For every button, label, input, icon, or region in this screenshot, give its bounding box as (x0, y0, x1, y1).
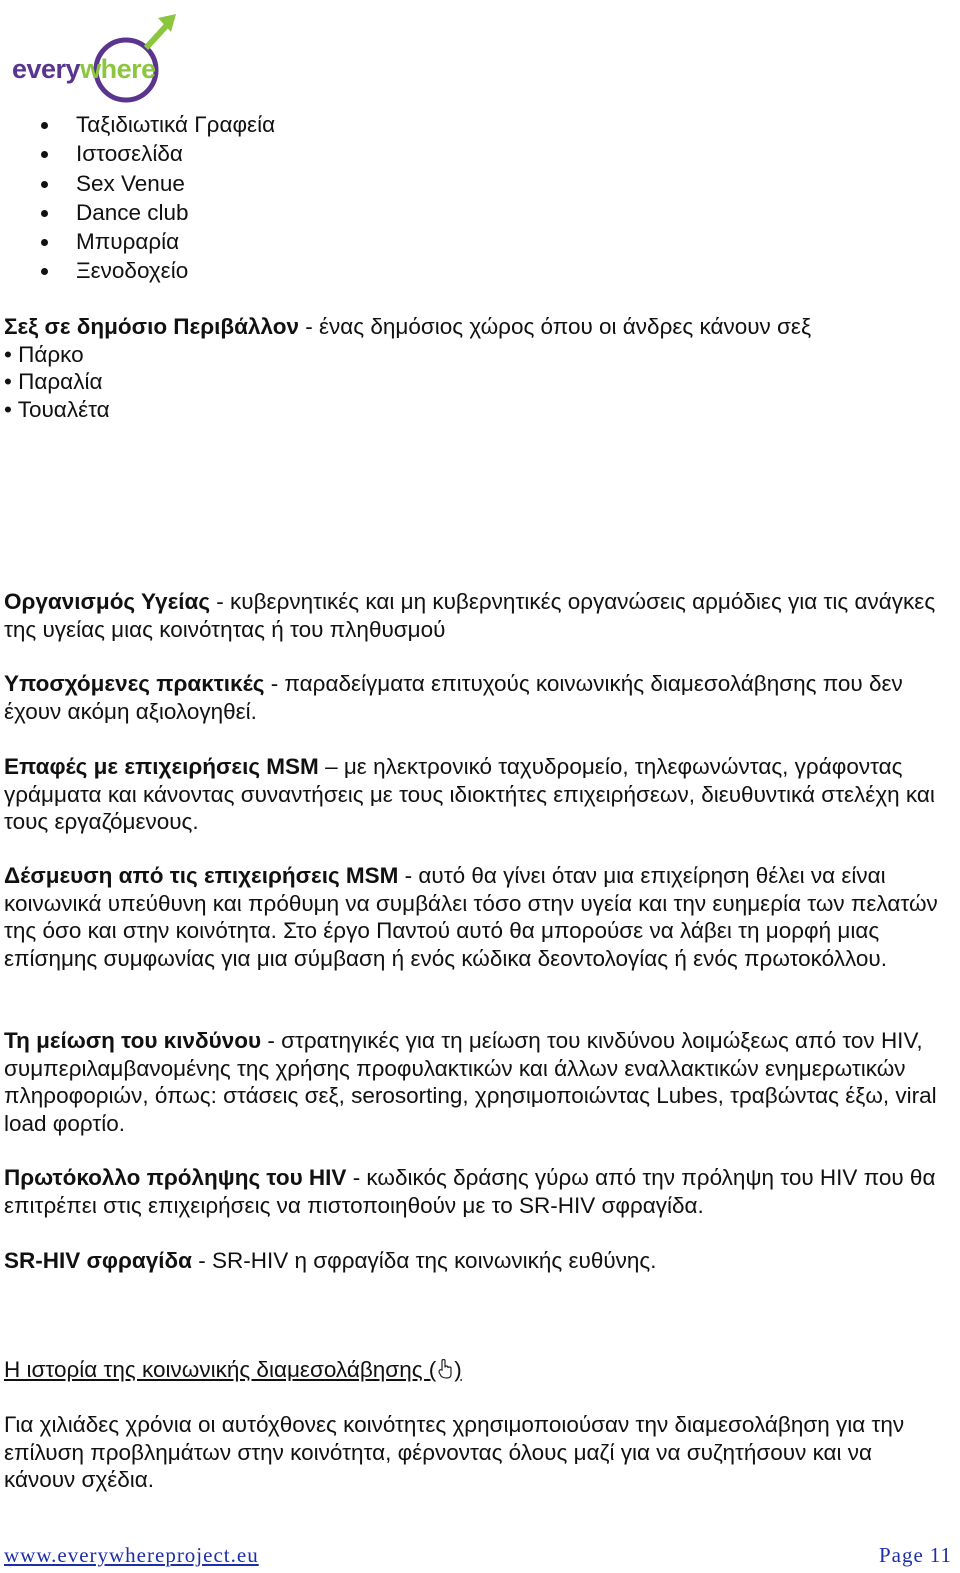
definition-protocol (4, 1164, 949, 1219)
bullet-icon (41, 122, 48, 129)
definition-contacts (4, 753, 949, 836)
list-item-text: Sex Venue (76, 170, 185, 196)
definition-promising-practices (4, 670, 949, 725)
term: SR-HIV σφραγίδα (4, 1248, 192, 1273)
term: Υποσχόμενες πρακτικές (4, 671, 265, 696)
list-item: • Τουαλέτα (4, 396, 110, 422)
everywhere-logo (8, 10, 178, 105)
history-text: Για χιλιάδες χρόνια οι αυτόχθονες κοινότητες χρησιμοποιούσαν την διαμεσολάβηση για την επίλυση προβλημάτων στην κοινότητα, φέρνοντας όλους μαζί για να συζητήσουν και να κάνουν σχέδια. (4, 1412, 905, 1492)
bullet-icon (41, 268, 48, 275)
definition-public-sex (4, 313, 949, 423)
logo-text-where: where (80, 54, 156, 84)
definition-text: - ένας δημόσιος χώρος όπου οι άνδρες κάνουν σεξ (298, 314, 812, 339)
bullet-icon (41, 210, 48, 217)
definition-text: - κωδικός δράσης γύρω από την πρόληψη του HIV που θα επιτρέπει στις επιχειρήσεις να πιστοποιηθούν με το SR-HIV σφραγίδα. (4, 1165, 936, 1218)
page-number-value: 11 (929, 1543, 952, 1567)
venue-list (38, 110, 275, 286)
pointing-hand-icon (436, 1359, 454, 1379)
bullet-icon (41, 181, 48, 188)
term: Οργανισμός Υγείας (4, 589, 211, 614)
term: Επαφές με επιχειρήσεις MSM (4, 754, 319, 779)
list-item-text: Dance club (76, 199, 189, 225)
definition-text: - στρατηγικές για τη μείωση του κινδύνου λοιμώξεως από τον HIV, συμπεριλαμβανομένης της χρήσης προφυλακτικών και άλλων εναλλακτικών ενημερωτικών πληροφοριών, όπως: στάσεις σεξ, serosorting, χρησιμοποιώντας Lubes, τραβώντας έξω, viral load φορτίο. (4, 1028, 937, 1136)
definition-commitment (4, 862, 949, 972)
footer-website-link[interactable]: www.everywhereproject.eu (4, 1543, 259, 1567)
history-heading-text: Η ιστορία της κοινωνικής διαμεσολάβησης ( (4, 1357, 437, 1382)
definition-text: - κυβερνητικές και μη κυβερνητικές οργανώσεις αρμόδιες για τις ανάγκες της υγείας μιας κοινότητας ή του πληθυσμού (4, 589, 936, 642)
logo-text-every: every (12, 54, 81, 84)
definition-health-org (4, 588, 949, 643)
definition-text: - αυτό θα γίνει όταν μια επιχείρηση θέλει να είναι κοινωνικά υπεύθυνη και πρόθυμη να συμβάλει τόσο στην υγεία και την ευημερία των πελατών της όσο και στην κοινότητα. Στο έργο Παντού αυτό θα μπορούσε να λάβει τη μορφή μιας επίσημης συμφωνίας για μια σύμβαση ή ενός κώδικα δεοντολογίας ή ενός πρωτοκόλλου. (4, 863, 938, 971)
term: Δέσμευση από τις επιχειρήσεις MSM (4, 863, 399, 888)
logo-text (12, 54, 156, 85)
list-item: • Πάρκο (4, 341, 84, 367)
history-heading-end: ) (454, 1357, 462, 1382)
list-item-text: Ιστοσελίδα (76, 141, 183, 167)
list-item (38, 169, 275, 198)
definition-text: – με ηλεκτρονικό ταχυδρομείο, τηλεφωνώντας, γράφοντας γράμματα και κάνοντας συναντήσεις με τους ιδιοκτήτες επιχειρήσεων, διευθυντικά στελέχη και τους εργαζόμενους. (4, 754, 935, 834)
term: Πρωτόκολλο πρόληψης του HIV (4, 1165, 347, 1190)
list-item-text: Ξενοδοχείο (76, 258, 189, 284)
list-item (38, 198, 275, 227)
list-item-text: Μπυραρία (76, 229, 180, 255)
definition-text: - SR-HIV η σφραγίδα της κοινωνικής ευθύνης. (192, 1248, 657, 1273)
page-number (879, 1543, 952, 1568)
list-item-text: Ταξιδιωτικά Γραφεία (76, 112, 276, 137)
definition-risk-reduction (4, 1027, 949, 1137)
list-item (38, 256, 275, 285)
list-item (38, 227, 275, 256)
list-item (38, 110, 275, 139)
list-item: • Παραλία (4, 369, 103, 394)
list-item (38, 139, 275, 168)
bullet-icon (41, 151, 48, 158)
bullet-icon (41, 239, 48, 246)
history-heading (4, 1356, 949, 1384)
page-label: Page (878, 1543, 924, 1567)
definition-text: - παραδείγματα επιτυχούς κοινωνικής διαμεσολάβησης που δεν έχουν ακόμη αξιολογηθεί. (4, 671, 903, 724)
definition-seal (4, 1247, 949, 1275)
term: Τη μείωση του κινδύνου (4, 1028, 262, 1053)
term: Σεξ σε δημόσιο Περιβάλλον (4, 314, 299, 339)
